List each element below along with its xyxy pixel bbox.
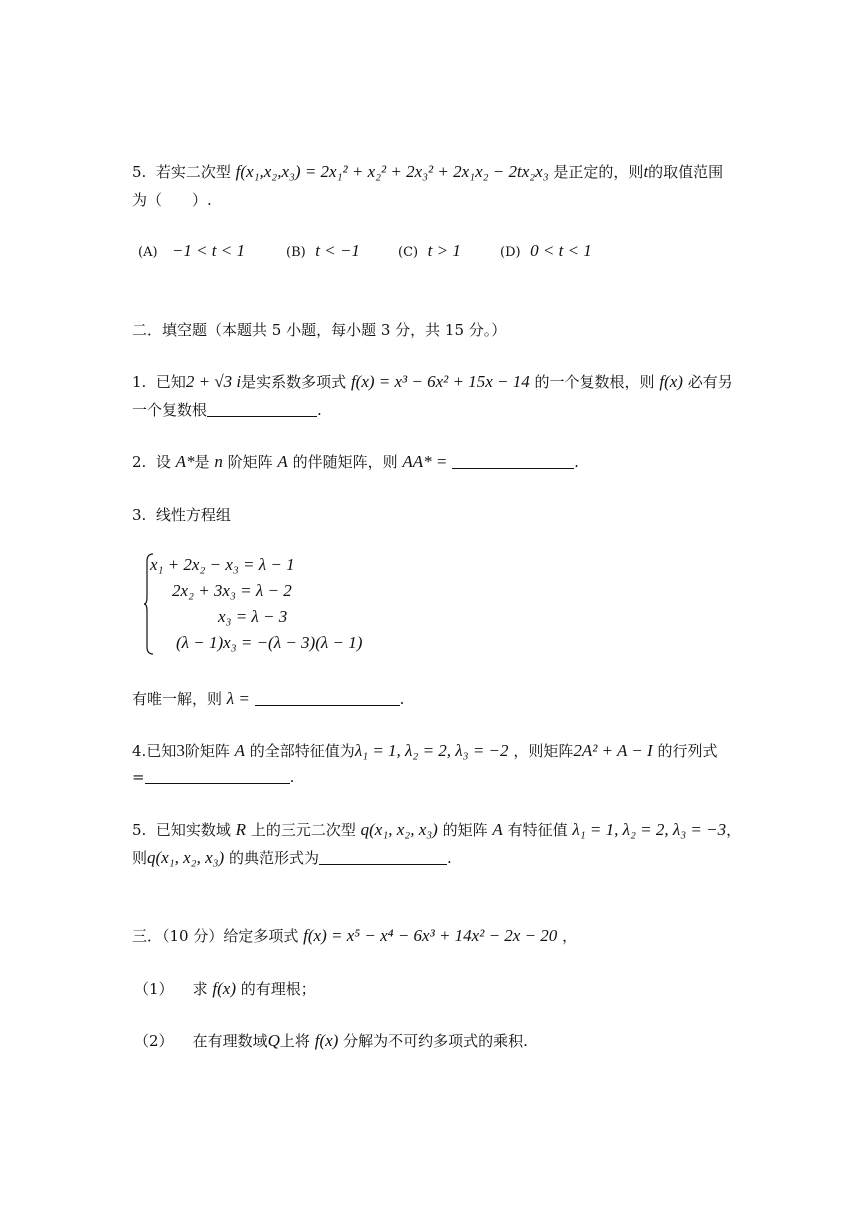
- fill5-eig: λ₁ = 1, λ₂ = 2, λ₃ = −3: [572, 820, 727, 839]
- fill4-t2: 阶矩阵: [184, 742, 230, 760]
- item1-label: （1）: [134, 980, 174, 998]
- fill5-number: 5.: [132, 821, 147, 839]
- fill1-line2: 一个复数根 .: [132, 401, 322, 419]
- item2-mid: 上将: [279, 1032, 310, 1050]
- fill4-a: A: [234, 741, 246, 760]
- fill3-number: 3.: [132, 506, 147, 524]
- fill2-t1: 设: [155, 453, 171, 471]
- section2-heading: 二．填空题（本题共 5 小题，每小题 3 分，共 15 分。）: [132, 321, 507, 339]
- fill4-line2-text: =: [132, 768, 145, 786]
- option-c: [398, 241, 461, 263]
- option-a-expr: −1 < t < 1: [171, 241, 245, 260]
- fill1-t3: 的一个复数根，则: [534, 373, 655, 391]
- system-eq-1: x₁ + 2x₂ − x₃ = λ − 1: [150, 555, 295, 574]
- fill1-root: 2 + √3 i: [185, 372, 242, 391]
- fill1-t1: 已知: [155, 373, 186, 391]
- q5-text-prefix: 若实二次型: [155, 163, 231, 181]
- fill3-lambda: λ =: [226, 689, 250, 708]
- item1-fx: f(x): [212, 979, 237, 998]
- fill3-answer-blank[interactable]: [255, 691, 400, 706]
- fill5-line2-pre: 则: [132, 849, 148, 867]
- item1-post: 的有理根；: [240, 980, 316, 998]
- fill5-line2-q: q(x₁, x₂, x₃): [147, 848, 225, 867]
- fill2-expr: AA* =: [402, 452, 448, 471]
- fill5-t3: 的矩阵: [442, 821, 488, 839]
- section3-poly: f(x) = x⁵ − x⁴ − 6x³ + 14x² − 2x − 20: [303, 926, 558, 945]
- option-a: [138, 241, 245, 263]
- fill1-poly: f(x) = x³ − 6x² + 15x − 14: [350, 372, 530, 391]
- q5-text-suffix: 是正定的，则: [553, 163, 644, 181]
- fill4-t5: 的行列式: [657, 742, 718, 760]
- item2-post: 分解为不可约多项式的乘积.: [343, 1032, 528, 1050]
- fill4-t4: ，则矩阵: [513, 742, 574, 760]
- fill5-line1: [132, 820, 741, 840]
- option-d-expr: 0 < t < 1: [530, 241, 592, 260]
- system-eq-4: (λ − 1)x₃ = −(λ − 3)(λ − 1): [176, 633, 363, 652]
- fill2-astar: A*: [175, 452, 195, 471]
- section3-heading: [132, 926, 577, 946]
- fill5-a: A: [492, 820, 503, 839]
- option-b-label: (B): [286, 245, 306, 260]
- fill3-line: [132, 505, 231, 525]
- fill5-t4: 有特征值: [507, 821, 568, 839]
- fill4-line2: = .: [132, 768, 295, 786]
- option-c-label: (C): [398, 245, 419, 260]
- q5-formula: f(x₁,x₂,x₃) = 2x₁² + x₂² + 2x₃² + 2x₁x₂ − 2tx₂x₃: [235, 162, 549, 181]
- fill1-line2-text: 一个复数根: [132, 401, 208, 419]
- item2-fx: f(x): [314, 1031, 339, 1050]
- fill1-number: 1.: [132, 373, 147, 391]
- fill1-line1: [132, 372, 733, 392]
- q5-var-t: t: [643, 162, 649, 181]
- fill1-fx: f(x): [659, 372, 683, 391]
- fill4-number: 4.: [132, 742, 147, 760]
- q5-text-end: 的取值范围: [648, 163, 724, 181]
- fill5-answer-blank[interactable]: [319, 850, 447, 865]
- item2-pre: 在有理数域: [192, 1032, 268, 1050]
- option-b: [286, 241, 360, 263]
- fill5-line2-post: 的典范形式为: [229, 849, 320, 867]
- fill4-answer-blank[interactable]: [145, 769, 290, 784]
- fill2-number: 2.: [132, 453, 147, 471]
- fill2-a: A: [277, 452, 288, 471]
- fill2-n: n: [214, 452, 223, 471]
- system-eq-3: x₃ = λ − 3: [218, 607, 288, 626]
- fill2-t4: 的伴随矩阵，则: [292, 453, 398, 471]
- fill4-line1: [132, 741, 717, 761]
- system-eq-2: 2x₂ + 3x₃ = λ − 2: [172, 581, 292, 600]
- fill3-after: 有唯一解，则 λ = .: [132, 689, 405, 708]
- option-c-expr: t > 1: [427, 241, 461, 260]
- item1-pre: 求: [192, 980, 208, 998]
- fill3-after-text: 有唯一解，则: [132, 690, 223, 708]
- q5-line2: 为（ ）.: [132, 191, 212, 209]
- option-b-expr: t < −1: [315, 241, 360, 260]
- fill1-answer-blank[interactable]: [207, 402, 317, 417]
- fill1-t4: 必有另: [687, 373, 733, 391]
- fill5-line2: 则q(x₁, x₂, x₃) 的典范形式为 .: [132, 848, 452, 867]
- q5-line1: [132, 162, 723, 182]
- fill2-answer-blank[interactable]: [452, 454, 574, 469]
- fill4-expr: 2A² + A − I: [573, 741, 653, 760]
- fill2-t2: 是: [194, 453, 210, 471]
- section3-heading-post: ，: [562, 927, 578, 945]
- fill3-t1: 线性方程组: [155, 506, 231, 524]
- fill5-q: q(x₁, x₂, x₃): [360, 820, 438, 839]
- fill4-three: 3: [176, 741, 185, 760]
- fill5-t1: 已知实数域: [155, 821, 231, 839]
- fill4-eig: λ₁ = 1, λ₂ = 2, λ₃ = −2: [354, 741, 509, 760]
- item2-q: Q: [267, 1031, 280, 1050]
- section3-item-1: [134, 979, 316, 999]
- option-d: [500, 241, 592, 263]
- fill5-r: R: [235, 820, 247, 839]
- option-a-label: (A): [138, 245, 158, 260]
- fill4-t3: 的全部特征值为: [249, 742, 355, 760]
- q5-number: 5.: [132, 163, 147, 181]
- option-d-label: (D): [500, 245, 521, 260]
- fill2-line: 2. 设 A*是 n 阶矩阵 A 的伴随矩阵，则 AA* = .: [132, 452, 579, 471]
- fill4-t1: 已知: [146, 742, 177, 760]
- fill2-t3: 阶矩阵: [227, 453, 273, 471]
- fill5-t5: ，: [726, 821, 742, 839]
- section3-item-2: [134, 1031, 528, 1051]
- fill1-t2: 是实系数多项式: [241, 373, 347, 391]
- item2-label: （2）: [134, 1032, 174, 1050]
- fill5-t2: 上的三元二次型: [250, 821, 356, 839]
- section3-heading-pre: 三．（10 分）给定多项式: [132, 927, 299, 945]
